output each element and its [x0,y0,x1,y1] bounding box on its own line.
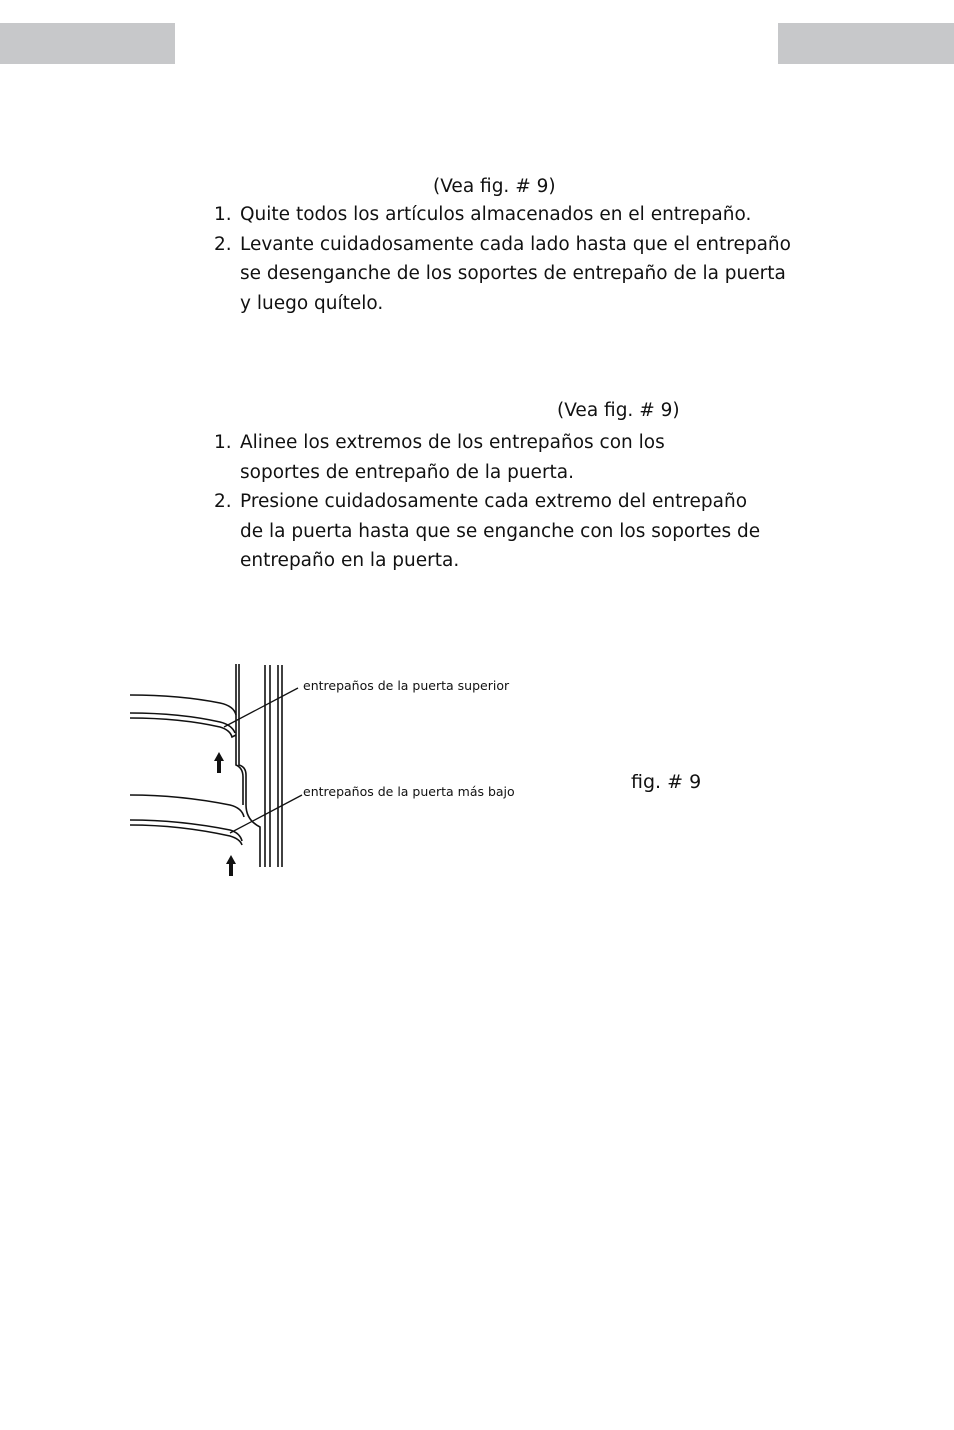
removal-step-1 [214,200,814,230]
step-text: Quite todos los artículos almacenados en el entrepaño. [240,204,752,225]
upper-shelf-edge [130,718,236,737]
up-arrow-icon [226,855,236,876]
lower-shelf-edge [130,820,242,841]
removal-figure-reference: (Vea fig. # 9) [433,176,556,197]
step-text: Presione cuidadosamente cada extremo del entrepaño de la puerta hasta que se enganche con los soportes de entrepaño en la puerta. [240,491,761,571]
step-text: Levante cuidadosamente cada lado hasta que el entrepaño se desenganche de los soportes de entrepaño de la puerta y luego quítelo. [240,233,791,314]
removal-step-2 [214,230,800,319]
step-number: 1. [214,432,232,453]
installation-step-1 [214,428,750,487]
installation-figure-reference: (Vea fig. # 9) [557,400,680,421]
lower-shelf-edge [130,795,244,817]
installation-step-2 [214,487,770,576]
step-number: 2. [214,491,232,512]
lower-shelf-label: entrepaños de la puerta más bajo [303,784,515,799]
figure-caption: fig. # 9 [631,771,702,793]
door-shelf-figure [120,655,740,885]
lower-shelf-edge [130,825,242,845]
lower-shelf-leader [230,795,302,833]
removal-steps-list [214,200,814,318]
up-arrow-icon [214,752,224,773]
header-tab-left [0,23,175,64]
step-number: 2. [214,233,232,255]
upper-shelf-edge [130,695,236,715]
step-text: Alinee los extremos de los entrepaños con los soportes de entrepaño de la puerta. [240,432,665,483]
upper-shelf-label: entrepaños de la puerta superior [303,678,510,693]
installation-steps-list [214,428,774,576]
upper-shelf-edge [130,713,235,733]
upper-shelf-leader [224,688,298,727]
header-tab-right [778,23,954,64]
step-number: 1. [214,204,232,225]
